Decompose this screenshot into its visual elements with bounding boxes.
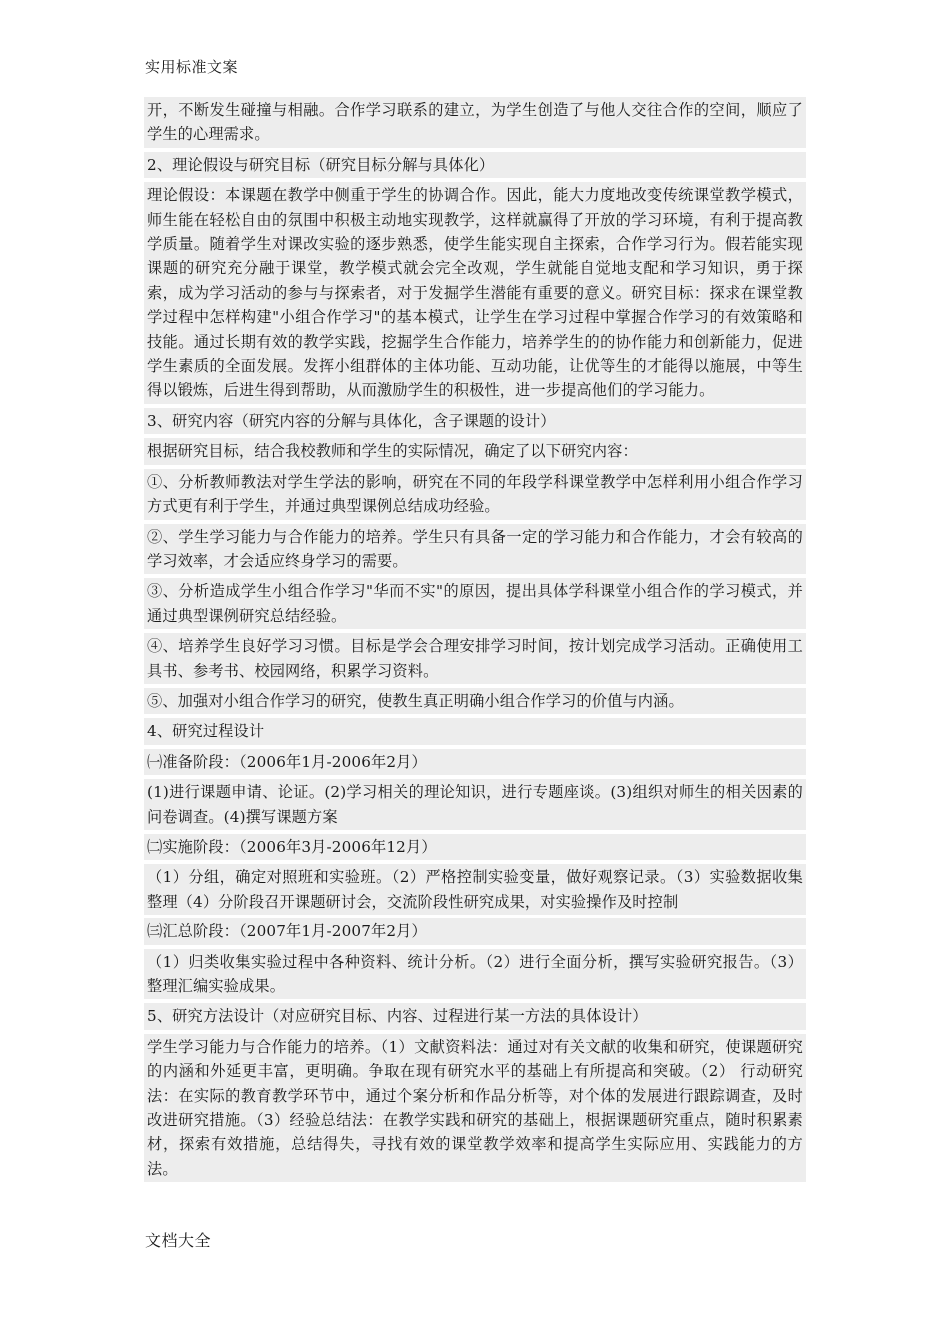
stage-heading: ㈡实施阶段：（2006年3月-2006年12月） <box>144 834 806 860</box>
list-item: ②、学生学习能力与合作能力的培养。学生只有具备一定的学习能力和合作能力，才会有较高的学习效率，才会适应终身学习的需要。 <box>144 524 806 575</box>
list-item: ①、分析教师教法对学生学法的影响，研究在不同的年段学科课堂教学中怎样利用小组合作学习方式更有利于学生，并通过典型课例总结成功经验。 <box>144 469 806 520</box>
paragraph: 根据研究目标，结合我校教师和学生的实际情况，确定了以下研究内容： <box>144 438 806 464</box>
paragraph: 理论假设：本课题在教学中侧重于学生的协调合作。因此，能大力度地改变传统课堂教学模式，师生能在轻松自由的氛围中积极主动地实现教学，这样就赢得了开放的学习环境，有利于提高教学质量。随着学生对课改实验的逐步熟悉，使学生能实现自主探索，合作学习行为。假若能实现课题的研究充分融于课堂，教学模式就会完全改观，学生就能自觉地支配和学习知识，勇于探索，成为学习活动的参与与探索者，对于发掘学生潜能有重要的意义。研究目标：探求在课堂教学过程中怎样构建"小组合作学习"的基本模式，让学生在学习过程中掌握合作学习的有效策略和技能。通过长期有效的教学实践，挖掘学生合作能力，培养学生的的协作能力和创新能力，促进学生素质的全面发展。发挥小组群体的主体功能、互动功能，让优等生的才能得以施展，中等生得以锻炼，后进生得到帮助，从而激励学生的积极性，进一步提高他们的学习能力。 <box>144 182 806 404</box>
page-header: 实用标准文案 <box>145 58 239 76</box>
section-heading: 5、研究方法设计（对应研究目标、内容、过程进行某一方法的具体设计） <box>144 1003 806 1029</box>
document-body <box>144 97 806 1186</box>
paragraph: (1)进行课题申请、论证。(2)学习相关的理论知识，进行专题座谈。(3)组织对师生的相关因素的问卷调查。(4)撰写课题方案 <box>144 779 806 830</box>
section-heading: 2、理论假设与研究目标（研究目标分解与具体化） <box>144 152 806 178</box>
paragraph: （1）归类收集实验过程中各种资料、统计分析。（2）进行全面分析，撰写实验研究报告。（3）整理汇编实验成果。 <box>144 949 806 1000</box>
section-heading: 3、研究内容（研究内容的分解与具体化，含子课题的设计） <box>144 408 806 434</box>
list-item: ③、分析造成学生小组合作学习"华而不实"的原因，提出具体学科课堂小组合作的学习模式，并通过典型课例研究总结经验。 <box>144 578 806 629</box>
page-footer: 文档大全 <box>145 1231 212 1250</box>
section-heading: 4、研究过程设计 <box>144 718 806 744</box>
paragraph: （1）分组，确定对照班和实验班。（2）严格控制实验变量，做好观察记录。（3）实验数据收集整理（4）分阶段召开课题研讨会，交流阶段性研究成果，对实验操作及时控制 <box>144 864 806 915</box>
list-item: ⑤、加强对小组合作学习的研究，使教生真正明确小组合作学习的价值与内涵。 <box>144 688 806 714</box>
paragraph: 学生学习能力与合作能力的培养。（1）文献资料法：通过对有关文献的收集和研究，使课题研究的内涵和外延更丰富，更明确。争取在现有研究水平的基础上有所提高和突破。（2） 行动研究法：在实际的教育教学环节中，通过个案分析和作品分析等，对个体的发展进行跟踪调查，及时改进研究措施。（3）经验总结法：在教学实践和研究的基础上，根据课题研究重点，随时积累素材，探索有效措施，总结得失，寻找有效的课堂教学效率和提高学生实际应用、实践能力的方法。 <box>144 1034 806 1182</box>
stage-heading: ㈠准备阶段：（2006年1月-2006年2月） <box>144 749 806 775</box>
list-item: ④、培养学生良好学习习惯。目标是学会合理安排学习时间，按计划完成学习活动。正确使用工具书、参考书、校园网络，积累学习资料。 <box>144 633 806 684</box>
stage-heading: ㈢汇总阶段：（2007年1月-2007年2月） <box>144 918 806 944</box>
paragraph: 开，不断发生碰撞与相融。合作学习联系的建立，为学生创造了与他人交往合作的空间，顺应了学生的心理需求。 <box>144 97 806 148</box>
